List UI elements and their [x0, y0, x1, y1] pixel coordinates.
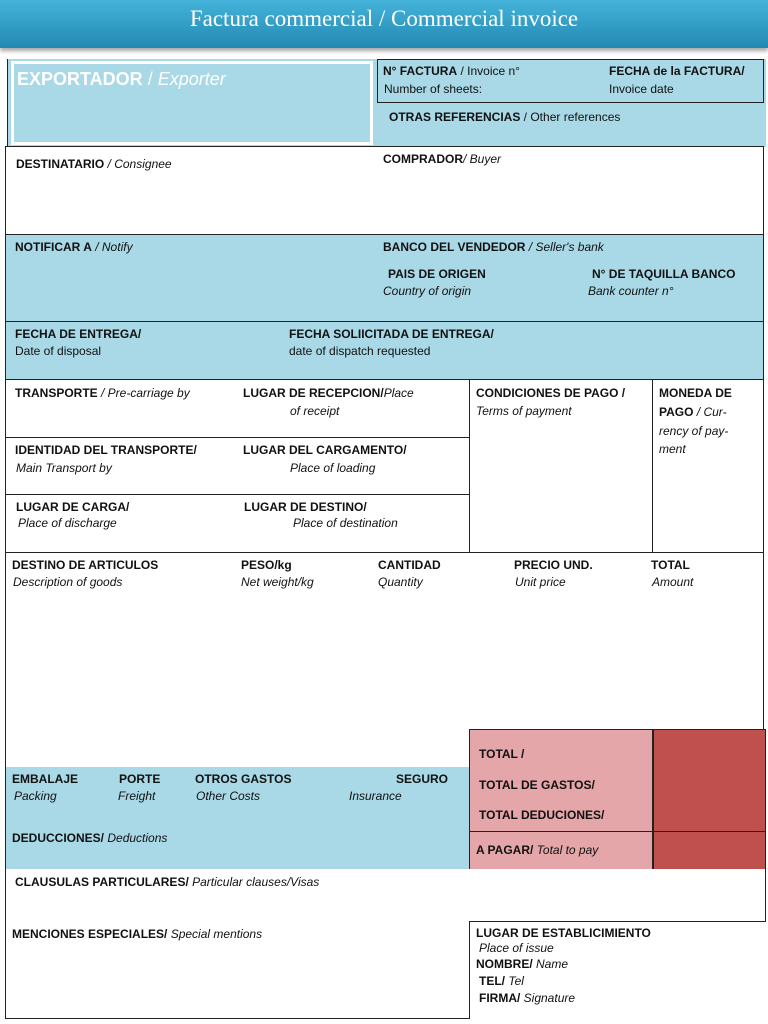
- transport-id-label-en: Main Transport by: [16, 461, 112, 475]
- currency-label-2: PAGO / Cur-: [659, 405, 727, 419]
- special-mentions-label: MENCIONES ESPECIALES/ Special mentions: [12, 927, 263, 941]
- invoice-date-label-es: FECHA de la FACTURA/: [609, 64, 745, 78]
- goods-col-quantity-es: CANTIDAD: [378, 558, 441, 572]
- freight-label-es: PORTE: [119, 772, 161, 786]
- name-label: NOMBRE/ Name: [476, 957, 569, 971]
- buyer-label: COMPRADOR/ Buyer: [383, 152, 502, 166]
- loading-label-es: LUGAR DEL CARGAMENTO/: [243, 443, 407, 457]
- bank-counter-label-en: Bank counter n°: [588, 284, 674, 298]
- destination-label-es: LUGAR DE DESTINO/: [244, 500, 367, 514]
- country-origin-label-en: Country of origin: [383, 284, 472, 298]
- dispatch-date-label-es: FECHA SOLIICITADA DE ENTREGA/: [289, 327, 494, 341]
- disposal-date-label-es: FECHA DE ENTREGA/: [15, 327, 142, 341]
- discharge-label-es: LUGAR DE CARGA/: [16, 500, 130, 514]
- receipt-label-en: of receipt: [290, 404, 340, 418]
- place-of-issue-label-es: LUGAR DE ESTABLICIMIENTO: [476, 926, 651, 940]
- exporter-label: EXPORTADOR / Exporter: [17, 69, 226, 89]
- invoice-date-label-en: Invoice date: [609, 82, 674, 96]
- payment-terms-label-es: CONDICIONES DE PAGO /: [476, 386, 626, 400]
- pre-carriage-label: TRANSPORTE / Pre-carriage by: [15, 386, 190, 400]
- other-costs-label-en: Other Costs: [196, 789, 261, 803]
- page-title: Factura commercial / Commercial invoice: [189, 6, 579, 31]
- freight-label-en: Freight: [118, 789, 156, 803]
- transport-id-label-es: IDENTIDAD DEL TRANSPORTE/: [15, 443, 197, 457]
- total-expenses-label: TOTAL DE GASTOS/: [479, 778, 595, 792]
- bank-counter-label-es: N° DE TAQUILLA BANCO: [592, 267, 736, 281]
- other-references-label: OTRAS REFERENCIAS / Other references: [389, 110, 621, 124]
- invoice-number-label: N° FACTURA / Invoice n°: [383, 64, 520, 78]
- total-deductions-label: TOTAL DEDUCIONES/: [479, 808, 605, 822]
- transport-divider-v1: [469, 379, 470, 553]
- tel-label: TEL/ Tel: [479, 974, 524, 988]
- goods-col-weight-en: Net weight/kg: [241, 575, 314, 589]
- country-origin-label-es: PAIS DE ORIGEN: [388, 267, 486, 281]
- currency-label-4: ment: [659, 442, 686, 456]
- sheets-label: Number of sheets:: [384, 82, 483, 96]
- goods-col-unit-price-es: PRECIO UND.: [514, 558, 593, 572]
- goods-col-quantity-en: Quantity: [378, 575, 423, 589]
- packing-label-en: Packing: [14, 789, 57, 803]
- transport-divider-v2: [652, 379, 653, 553]
- total-to-pay-label: A PAGAR/ Total to pay: [476, 843, 599, 857]
- seller-bank-label: BANCO DEL VENDEDOR / Seller's bank: [383, 240, 604, 254]
- insurance-label-en: Insurance: [349, 789, 402, 803]
- totals-value-box: [653, 729, 766, 832]
- consignee-label: DESTINATARIO / Consignee: [16, 157, 172, 171]
- goods-col-weight-es: PESO/kg: [241, 558, 292, 572]
- deductions-label: DEDUCCIONES/ Deductions: [12, 831, 168, 845]
- other-costs-label-es: OTROS GASTOS: [195, 772, 292, 786]
- notify-label: NOTIFICAR A / Notify: [15, 240, 133, 254]
- goods-col-unit-price-en: Unit price: [515, 575, 566, 589]
- total-label: TOTAL /: [479, 747, 525, 761]
- dispatch-date-label-en: date of dispatch requested: [289, 344, 431, 358]
- goods-col-amount-es: TOTAL: [651, 558, 690, 572]
- discharge-label-en: Place of discharge: [18, 516, 117, 530]
- loading-label-en: Place of loading: [290, 461, 376, 475]
- signature-label: FIRMA/ Signature: [479, 991, 576, 1005]
- goods-col-description-en: Description of goods: [13, 575, 123, 589]
- disposal-date-label-en: Date of disposal: [15, 344, 102, 358]
- payment-terms-label-en: Terms of payment: [476, 404, 572, 418]
- currency-label-1: MONEDA DE: [659, 386, 732, 400]
- clauses-label: CLAUSULAS PARTICULARES/ Particular clauses/Visas: [15, 875, 320, 889]
- destination-label-en: Place of destination: [293, 516, 398, 530]
- total-to-pay-value-box: [653, 831, 766, 872]
- place-of-issue-label-en: Place of issue: [479, 941, 554, 955]
- packing-label-es: EMBALAJE: [12, 772, 79, 786]
- insurance-label-es: SEGURO: [396, 772, 449, 786]
- goods-col-description-es: DESTINO DE ARTICULOS: [12, 558, 159, 572]
- transport-divider-h2: [5, 494, 470, 495]
- transport-divider-h1: [5, 437, 470, 438]
- receipt-label: LUGAR DE RECEPCION/Place: [243, 386, 414, 400]
- currency-label-3: rency of pay-: [659, 424, 729, 438]
- goods-col-amount-en: Amount: [652, 575, 694, 589]
